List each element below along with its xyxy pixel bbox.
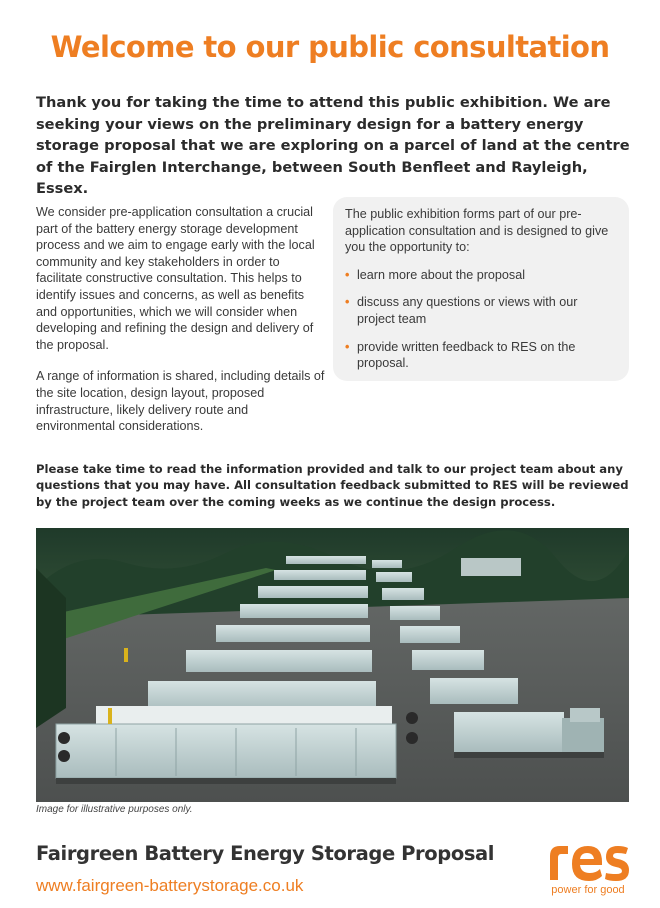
res-logo bbox=[546, 840, 636, 898]
res-logo-mark bbox=[546, 840, 630, 882]
list-item bbox=[345, 267, 617, 284]
info-box-list bbox=[345, 267, 617, 372]
project-website-link[interactable]: www.fairgreen-batterystorage.co.uk bbox=[36, 876, 304, 895]
bullet-icon: • bbox=[345, 339, 350, 354]
list-item bbox=[345, 339, 617, 372]
feedback-callout: Please take time to read the information provided and talk to our project team about any questions that you may have. All consultation feedback submitted to RES will be reviewed by the project team over the coming weeks as we continue the design process. bbox=[36, 462, 629, 509]
paragraph-consultation: We consider pre-application consultation a crucial part of the battery energy storage development process and we aim to engage early with the local community and key stakeholders in order to facilitate constructive consultation. This helps to identify issues and concerns, as well as benefits and opportunities, which we will consider when developing and refining the design and delivery of the proposal. bbox=[36, 205, 315, 352]
left-column bbox=[36, 204, 326, 450]
page-title: Welcome to our public consultation bbox=[50, 30, 610, 64]
list-item bbox=[345, 294, 617, 327]
info-box-lead: The public exhibition forms part of our pre-application consultation and is designed to give you the opportunity to: bbox=[345, 207, 609, 255]
list-item-text: provide written feedback to RES on the proposal. bbox=[357, 339, 576, 371]
list-item-text: discuss any questions or views with our project team bbox=[357, 295, 578, 326]
project-title: Fairgreen Battery Energy Storage Proposal bbox=[36, 842, 495, 865]
bullet-icon: • bbox=[345, 295, 350, 310]
battery-storage-photo bbox=[36, 528, 629, 802]
battery-storage-illustration bbox=[36, 528, 629, 802]
list-item-text: learn more about the proposal bbox=[357, 267, 526, 282]
intro-text: Thank you for taking the time to attend this public exhibition. We are seeking your views on the preliminary design for a battery energy storage proposal that we are exploring on a parcel of land at the centre of the Fairglen Interchange, between South Benfleet and Rayleigh, Essex. bbox=[36, 94, 630, 197]
bullet-icon: • bbox=[345, 267, 350, 282]
logo-tagline: power for good bbox=[551, 884, 625, 896]
image-caption: Image for illustrative purposes only. bbox=[36, 804, 193, 815]
paragraph-information: A range of information is shared, including details of the site location, design layout, proposed infrastructure, likely delivery route and environmental considerations. bbox=[36, 369, 325, 434]
exhibition-info-box bbox=[333, 197, 629, 381]
